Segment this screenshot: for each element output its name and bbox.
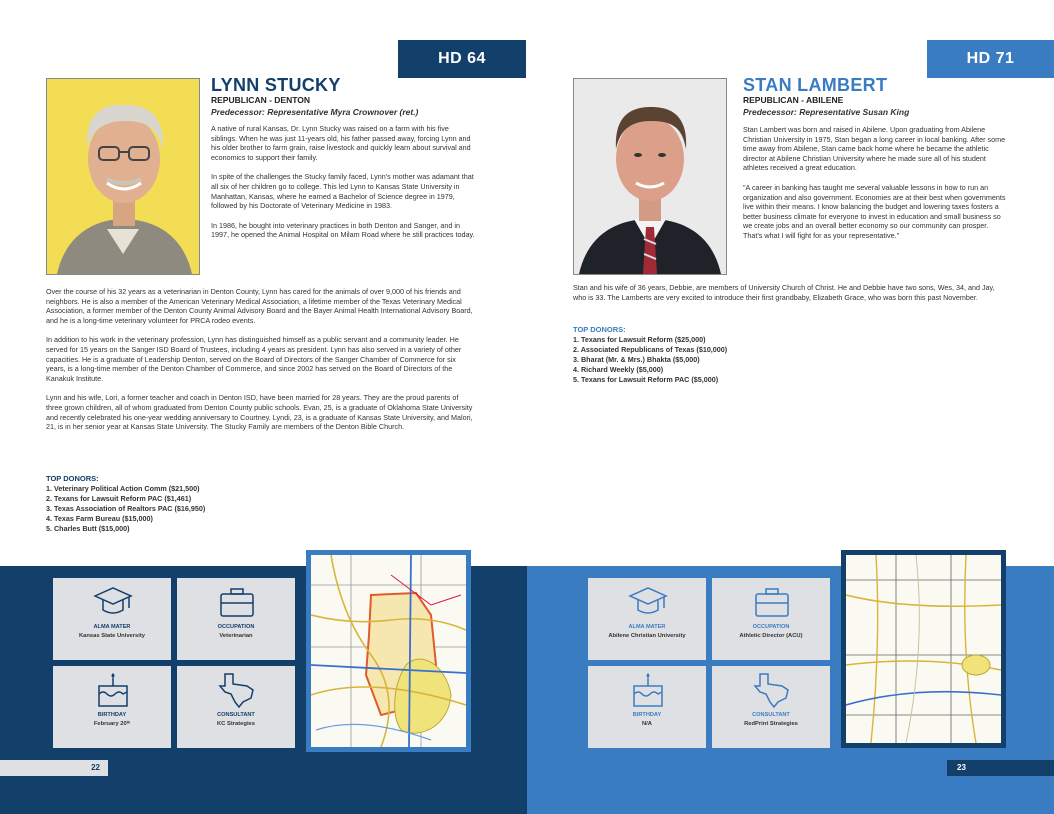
tile-value: Athletic Director (ACU) <box>739 633 803 639</box>
top-donors-title: TOP DONORS: <box>46 474 99 483</box>
bio-paragraph: Lynn and his wife, Lori, a former teacher and coach in Denton ISD, have been married for 28 years. They are the proud parents of three grown children, all of whom graduated from Denton County public schools. Evan, 25, is a graduate of Oklahoma State University and recently celebrated his one-year wedding anniversary to Courtney. Lyndi, 23, is a graduate of Kansas State University, and Malori, 21, is in her senior year at Kansas State University. The Stucky Family are members of the Denton Bible Church. <box>46 393 473 432</box>
alma-mater-tile <box>588 578 706 660</box>
donor-item: 2. Associated Republicans of Texas ($10,000) <box>573 345 728 354</box>
tile-value: KC Strategies <box>216 721 255 727</box>
graduation-cap-icon <box>628 584 668 620</box>
donor-item: 2. Texans for Lawsuit Reform PAC ($1,461) <box>46 494 192 503</box>
tile-label: CONSULTANT <box>217 712 255 718</box>
bio-paragraph: "A career in banking has taught me several valuable lessons in how to run an organization and also government. Economies are at their best when governments live within their means. I know balancing the budget and lowering taxes fosters a better business climate for everyone to invest in education and small business so we create jobs and an overall better economy so our community can prosper. That's what I will fight for as your representative." <box>743 182 1006 240</box>
party-affiliation: REPUBLICAN - DENTON <box>211 95 311 105</box>
top-donors-list <box>46 484 205 534</box>
donor-item: 5. Charles Butt ($15,000) <box>46 524 130 533</box>
birthday-tile <box>588 666 706 748</box>
bio-paragraph: A native of rural Kansas, Dr. Lynn Stucky was raised on a farm with his five siblings. When he was just 11-years old, his father passed away, forcing Lynn and his older brother to farm grain, raise livestock and quickly learn about survival and economics to support their family. <box>211 124 471 162</box>
texas-outline-icon <box>752 672 792 708</box>
donor-item: 1. Texans for Lawsuit Reform ($25,000) <box>573 335 706 344</box>
candidate-name: LYNN STUCKY <box>211 75 341 95</box>
donor-item: 3. Texas Association of Realtors PAC ($16,950) <box>46 504 206 513</box>
district-map <box>841 550 1006 748</box>
page-number: 22 <box>0 760 108 776</box>
tile-value: Kansas State University <box>78 633 146 639</box>
bio-full <box>46 287 476 432</box>
bio-paragraph: Stan Lambert was born and raised in Abilene. Upon graduating from Abilene Christian University in 1975, Stan began a long career in local banking. After some time away from Abilene, Stan came back home where he became the athletic director at Abilene Christian University where he made sure all of his student athletes received a great education. <box>743 125 1006 173</box>
district-tag: HD 64 <box>398 40 526 78</box>
texas-outline-icon <box>217 672 257 708</box>
tile-value: RedPrint Strategies <box>744 721 798 727</box>
briefcase-icon <box>752 584 792 620</box>
birthday-cake-icon <box>93 672 133 708</box>
district-tag: HD 71 <box>927 40 1054 78</box>
bio-paragraph: Stan and his wife of 36 years, Debbie, are members of University Church of Christ. He and Debbie have two sons, Wes, 34, and Jay, who is 33. The Lamberts are very excited to introduce their first grandbaby, Elizabeth Grace, who was born this past November. <box>573 283 995 302</box>
briefcase-icon <box>217 584 257 620</box>
candidate-photo <box>573 78 727 275</box>
bio-column <box>743 125 1007 241</box>
district-map <box>306 550 471 752</box>
bio-paragraph: Over the course of his 32 years as a veterinarian in Denton County, Lynn has cared for the animals of over 9,000 of his friends and neighbors. He is also a member of the American Veterinary Medical Association, a lifetime member of the Texas Veterinary Medical Association, a former member of the Denton County Animal Advisory Board and the Bayer Animal Health International Advisory Board, and he is a long-time veterinary volunteer for PRCA rodeo events. <box>46 287 473 325</box>
tile-label: BIRTHDAY <box>632 712 662 718</box>
birthday-cake-icon <box>628 672 668 708</box>
donor-item: 5. Texans for Lawsuit Reform PAC ($5,000) <box>573 375 719 384</box>
candidate-photo <box>46 78 200 275</box>
bio-paragraph: In addition to his work in the veterinary profession, Lynn has distinguished himself as a public servant and a community leader. He served for 15 years on the Sanger ISD Board of Trustees, including 4 years as president. Lynn has also served in a variety of other capacities. He is a graduate of Leadership Denton, served on the Board of Directors of the Sanger Chamber of Commerce for six years, is a long-time member of the Denton Chamber of Commerce, and since 2002 has served on the Board of Directors of the Kanakuk Institute. <box>46 335 462 383</box>
bio-column <box>211 124 475 240</box>
donor-item: 4. Texas Farm Bureau ($15,000) <box>46 514 153 523</box>
donor-item: 1. Veterinary Political Action Comm ($21,500) <box>46 484 200 493</box>
tile-label: ALMA MATER <box>628 624 666 630</box>
occupation-tile <box>712 578 830 660</box>
consultant-tile <box>177 666 295 748</box>
donor-item: 3. Bharat (Mr. & Mrs.) Bhakta ($5,000) <box>573 355 700 364</box>
tile-value: N/A <box>642 721 652 727</box>
alma-mater-tile <box>53 578 171 660</box>
birthday-tile <box>53 666 171 748</box>
tile-value: Veterinarian <box>219 633 253 639</box>
top-donors-title: TOP DONORS: <box>573 325 626 334</box>
tile-label: BIRTHDAY <box>97 712 127 718</box>
bio-paragraph: In spite of the challenges the Stucky family faced, Lynn's mother was adamant that all six of her children go to college. This led Lynn to Kansas State University in Manhattan, Kansas, where he earned a Bachelor of Science degree in 1979, followed by his Doctorate of Veterinary Medicine in 1983. <box>211 172 474 211</box>
right-page <box>527 0 1054 814</box>
bio-paragraph: In 1986, he bought into veterinary practices in both Denton and Sanger, and in 1997, he opened the Animal Hospital on Milam Road where he still practices today. <box>211 220 475 240</box>
party-affiliation: REPUBLICAN - ABILENE <box>743 95 844 105</box>
bio-full <box>573 283 1003 302</box>
top-donors-list <box>573 335 727 385</box>
tile-label: OCCUPATION <box>217 624 255 630</box>
tile-label: OCCUPATION <box>752 624 790 630</box>
tile-label: ALMA MATER <box>93 624 131 630</box>
candidate-name: STAN LAMBERT <box>743 75 888 95</box>
tile-label: CONSULTANT <box>752 712 790 718</box>
predecessor: Predecessor: Representative Myra Crownover (ret.) <box>211 107 419 117</box>
tile-value: February 20ᵗʰ <box>93 721 131 727</box>
page-number: 23 <box>947 760 1054 776</box>
consultant-tile <box>712 666 830 748</box>
donor-item: 4. Richard Weekly ($5,000) <box>573 365 664 374</box>
occupation-tile <box>177 578 295 660</box>
predecessor: Predecessor: Representative Susan King <box>743 107 910 117</box>
graduation-cap-icon <box>93 584 133 620</box>
tile-value: Abilene Christian University <box>608 633 686 639</box>
